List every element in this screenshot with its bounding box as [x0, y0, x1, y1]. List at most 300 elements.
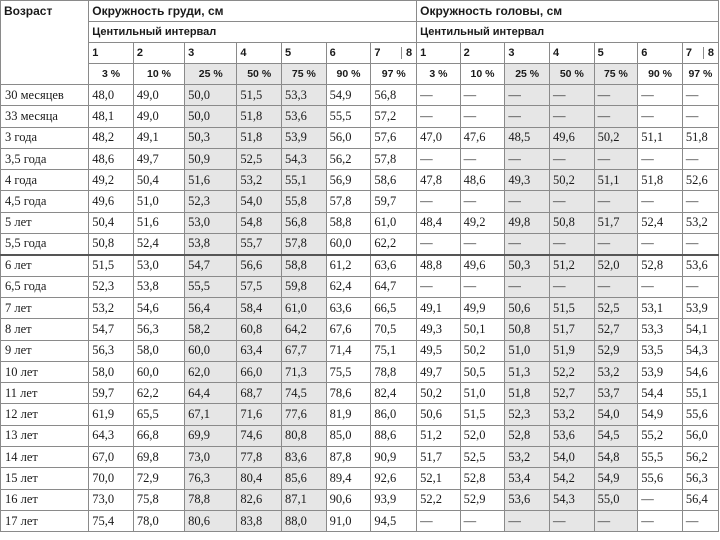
head-value-cell: 56,2	[682, 447, 718, 468]
head-value-cell: 52,7	[594, 319, 638, 340]
head-value-cell: 53,3	[638, 319, 683, 340]
head-value-cell: 55,5	[638, 447, 683, 468]
chest-value-cell: 67,0	[89, 447, 134, 468]
head-value-cell: 50,2	[417, 383, 461, 404]
head-value-cell: 53,2	[505, 447, 550, 468]
head-percentile-header: 25 %	[505, 64, 550, 85]
chest-value-cell: 58,2	[185, 319, 237, 340]
head-value-cell: —	[594, 148, 638, 169]
head-value-cell: —	[417, 85, 461, 106]
table-row	[1, 170, 719, 191]
chest-value-cell: 52,4	[133, 234, 184, 255]
chest-value-cell: 66,8	[133, 425, 184, 446]
chest-value-cell: 55,8	[282, 191, 327, 212]
head-value-cell: 51,7	[594, 212, 638, 233]
head-value-cell: —	[460, 510, 505, 531]
chest-value-cell: 64,4	[185, 383, 237, 404]
head-value-cell: —	[638, 234, 683, 255]
chest-value-cell: 58,4	[237, 297, 282, 318]
chest-value-cell: 59,8	[282, 276, 327, 297]
head-value-cell: 50,2	[594, 127, 638, 148]
chest-value-cell: 53,0	[185, 212, 237, 233]
age-cell: 9 лет	[1, 340, 89, 361]
head-value-cell: —	[549, 234, 594, 255]
head-value-cell: —	[682, 148, 718, 169]
head-value-cell: 50,2	[549, 170, 594, 191]
chest-value-cell: 52,5	[237, 148, 282, 169]
head-value-cell: 51,2	[417, 425, 461, 446]
chest-percentile-header: 50 %	[237, 64, 282, 85]
chest-value-cell: 61,0	[371, 212, 417, 233]
chest-value-cell: 59,7	[89, 383, 134, 404]
chest-percentile-header: 10 %	[133, 64, 184, 85]
chest-value-cell: 55,5	[185, 276, 237, 297]
head-value-cell: 52,5	[594, 297, 638, 318]
head-value-cell: 51,7	[549, 319, 594, 340]
head-value-cell: 54,4	[638, 383, 683, 404]
chest-value-cell: 91,0	[326, 510, 371, 531]
chest-value-cell: 60,0	[185, 340, 237, 361]
chest-value-cell: 50,8	[89, 234, 134, 255]
table-body	[1, 85, 719, 532]
head-value-cell: 53,7	[594, 383, 638, 404]
head-value-cell: —	[682, 276, 718, 297]
chest-value-cell: 68,7	[237, 383, 282, 404]
head-value-cell: 51,2	[549, 255, 594, 276]
chest-value-cell: 56,8	[282, 212, 327, 233]
chest-value-cell: 88,0	[282, 510, 327, 531]
head-value-cell: 50,5	[460, 361, 505, 382]
chest-value-cell: 49,7	[133, 148, 184, 169]
interval-number-label: 5	[285, 47, 292, 59]
interval-number-label: 6	[329, 47, 336, 59]
interval-number-label: 5	[597, 47, 604, 59]
head-value-cell: —	[682, 510, 718, 531]
chest-value-cell: 62,0	[185, 361, 237, 382]
head-value-cell: 54,9	[638, 404, 683, 425]
chest-value-cell: 53,2	[89, 297, 134, 318]
head-value-cell: 52,7	[549, 383, 594, 404]
interval-number-label: 3	[508, 47, 515, 59]
head-value-cell: 53,9	[638, 361, 683, 382]
head-value-cell: 49,8	[505, 212, 550, 233]
chest-value-cell: 92,6	[371, 468, 417, 489]
chest-value-cell: 56,2	[326, 148, 371, 169]
table-row	[1, 510, 719, 531]
chest-value-cell: 54,7	[89, 319, 134, 340]
age-cell: 15 лет	[1, 468, 89, 489]
head-value-cell: 55,0	[594, 489, 638, 510]
chest-value-cell: 54,8	[237, 212, 282, 233]
chest-value-cell: 53,3	[282, 85, 327, 106]
chest-value-cell: 76,3	[185, 468, 237, 489]
head-value-cell: —	[417, 510, 461, 531]
head-value-cell: 49,6	[549, 127, 594, 148]
head-value-cell: 50,6	[417, 404, 461, 425]
chest-interval-number	[89, 43, 134, 64]
chest-value-cell: 55,7	[237, 234, 282, 255]
head-value-cell: 50,3	[505, 255, 550, 276]
head-value-cell: 53,4	[505, 468, 550, 489]
table-row	[1, 234, 719, 255]
chest-value-cell: 51,8	[237, 106, 282, 127]
interval-number-label: 8	[703, 47, 715, 59]
chest-value-cell: 78,0	[133, 510, 184, 531]
head-value-cell: —	[417, 148, 461, 169]
head-value-cell: 48,4	[417, 212, 461, 233]
table-row	[1, 468, 719, 489]
chest-value-cell: 59,7	[371, 191, 417, 212]
age-cell: 16 лет	[1, 489, 89, 510]
chest-value-cell: 62,4	[326, 276, 371, 297]
age-cell: 33 месяца	[1, 106, 89, 127]
head-value-cell: 52,6	[682, 170, 718, 191]
head-interval-number	[638, 43, 683, 64]
head-value-cell: —	[549, 148, 594, 169]
chest-value-cell: 64,2	[282, 319, 327, 340]
head-value-cell: 50,8	[505, 319, 550, 340]
head-value-cell: 52,3	[505, 404, 550, 425]
head-value-cell: 48,6	[460, 170, 505, 191]
chest-value-cell: 57,5	[237, 276, 282, 297]
head-value-cell: 49,3	[505, 170, 550, 191]
table-row	[1, 425, 719, 446]
chest-value-cell: 80,4	[237, 468, 282, 489]
chest-value-cell: 49,6	[89, 191, 134, 212]
head-value-cell: —	[460, 276, 505, 297]
head-value-cell: —	[549, 85, 594, 106]
chest-value-cell: 61,0	[282, 297, 327, 318]
head-percentile-header: 75 %	[594, 64, 638, 85]
head-value-cell: 51,5	[549, 297, 594, 318]
table-row	[1, 447, 719, 468]
chest-percentile-header: 75 %	[282, 64, 327, 85]
head-percentile-header: 10 %	[460, 64, 505, 85]
head-value-cell: —	[638, 85, 683, 106]
chest-value-cell: 67,6	[326, 319, 371, 340]
chest-value-cell: 75,8	[133, 489, 184, 510]
chest-value-cell: 63,6	[326, 297, 371, 318]
interval-number-label: 7	[374, 47, 381, 59]
head-value-cell: 55,2	[638, 425, 683, 446]
chest-value-cell: 50,3	[185, 127, 237, 148]
head-value-cell: —	[505, 191, 550, 212]
head-value-cell: —	[638, 510, 683, 531]
chest-value-cell: 81,9	[326, 404, 371, 425]
age-cell: 6 лет	[1, 255, 89, 276]
table-row	[1, 489, 719, 510]
chest-value-cell: 48,1	[89, 106, 134, 127]
head-value-cell: —	[594, 276, 638, 297]
chest-value-cell: 64,3	[89, 425, 134, 446]
interval-number-label: 8	[401, 47, 413, 59]
chest-value-cell: 75,1	[371, 340, 417, 361]
chest-value-cell: 60,0	[133, 361, 184, 382]
chest-value-cell: 60,0	[326, 234, 371, 255]
head-interval-header: Центильный интервал	[417, 22, 719, 43]
chest-value-cell: 85,6	[282, 468, 327, 489]
head-value-cell: 54,1	[682, 319, 718, 340]
table-row	[1, 361, 719, 382]
head-value-cell: —	[460, 85, 505, 106]
interval-number-label: 6	[641, 47, 648, 59]
chest-value-cell: 87,8	[326, 447, 371, 468]
interval-number-label: 7	[685, 47, 692, 59]
age-cell: 11 лет	[1, 383, 89, 404]
head-value-cell: 50,6	[505, 297, 550, 318]
head-value-cell: 52,9	[460, 489, 505, 510]
table-row	[1, 383, 719, 404]
head-value-cell: 49,2	[460, 212, 505, 233]
head-value-cell: 47,0	[417, 127, 461, 148]
chest-value-cell: 56,3	[133, 319, 184, 340]
age-cell: 4 года	[1, 170, 89, 191]
chest-value-cell: 66,0	[237, 361, 282, 382]
head-value-cell: 49,7	[417, 361, 461, 382]
age-cell: 6,5 года	[1, 276, 89, 297]
table-row	[1, 85, 719, 106]
chest-value-cell: 77,8	[237, 447, 282, 468]
chest-value-cell: 86,0	[371, 404, 417, 425]
head-value-cell: —	[417, 106, 461, 127]
chest-percentile-header: 90 %	[326, 64, 371, 85]
head-value-cell: 53,1	[638, 297, 683, 318]
chest-value-cell: 82,6	[237, 489, 282, 510]
chest-value-cell: 53,6	[282, 106, 327, 127]
chest-value-cell: 56,3	[89, 340, 134, 361]
age-cell: 10 лет	[1, 361, 89, 382]
head-value-cell: —	[460, 191, 505, 212]
head-value-cell: 54,0	[594, 404, 638, 425]
head-value-cell: 51,8	[682, 127, 718, 148]
chest-value-cell: 53,0	[133, 255, 184, 276]
head-value-cell: —	[594, 85, 638, 106]
head-value-cell: 47,6	[460, 127, 505, 148]
head-value-cell: —	[638, 489, 683, 510]
chest-value-cell: 70,0	[89, 468, 134, 489]
interval-number-label: 2	[136, 47, 144, 59]
chest-value-cell: 87,1	[282, 489, 327, 510]
chest-value-cell: 83,8	[237, 510, 282, 531]
head-value-cell: 53,2	[682, 212, 718, 233]
head-value-cell: 54,3	[682, 340, 718, 361]
head-value-cell: 50,2	[460, 340, 505, 361]
head-value-cell: —	[417, 234, 461, 255]
head-value-cell: 52,1	[417, 468, 461, 489]
head-percentile-header: 3 %	[417, 64, 461, 85]
head-value-cell: 54,9	[594, 468, 638, 489]
chest-header: Окружность груди, см	[89, 1, 417, 22]
table-row	[1, 297, 719, 318]
chest-value-cell: 90,9	[371, 447, 417, 468]
head-value-cell: —	[460, 234, 505, 255]
head-value-cell: 53,6	[549, 425, 594, 446]
head-header: Окружность головы, см	[417, 1, 719, 22]
head-value-cell: —	[505, 510, 550, 531]
head-interval-number	[549, 43, 594, 64]
chest-value-cell: 56,6	[237, 255, 282, 276]
head-value-cell: 54,5	[594, 425, 638, 446]
head-value-cell: —	[505, 234, 550, 255]
head-value-cell: —	[638, 148, 683, 169]
head-value-cell: —	[682, 106, 718, 127]
chest-value-cell: 78,8	[185, 489, 237, 510]
chest-value-cell: 57,8	[371, 148, 417, 169]
chest-value-cell: 85,0	[326, 425, 371, 446]
chest-value-cell: 53,8	[185, 234, 237, 255]
chest-value-cell: 56,8	[371, 85, 417, 106]
head-value-cell: 49,1	[417, 297, 461, 318]
head-percentile-header: 97 %	[682, 64, 718, 85]
head-value-cell: 49,9	[460, 297, 505, 318]
chest-value-cell: 48,6	[89, 148, 134, 169]
table-row	[1, 255, 719, 276]
chest-value-cell: 53,9	[282, 127, 327, 148]
head-value-cell: 52,5	[460, 447, 505, 468]
chest-value-cell: 49,0	[133, 106, 184, 127]
chest-value-cell: 82,4	[371, 383, 417, 404]
head-value-cell: 53,2	[549, 404, 594, 425]
chest-value-cell: 64,7	[371, 276, 417, 297]
chest-value-cell: 56,9	[326, 170, 371, 191]
chest-value-cell: 90,6	[326, 489, 371, 510]
chest-value-cell: 50,0	[185, 85, 237, 106]
chest-value-cell: 62,2	[133, 383, 184, 404]
chest-interval-number	[282, 43, 327, 64]
chest-value-cell: 58,6	[371, 170, 417, 191]
head-value-cell: 52,0	[594, 255, 638, 276]
table-row	[1, 276, 719, 297]
interval-number-label: 1	[420, 47, 427, 59]
chest-interval-number	[237, 43, 282, 64]
head-value-cell: —	[460, 148, 505, 169]
chest-value-cell: 57,8	[282, 234, 327, 255]
chest-value-cell: 75,5	[326, 361, 371, 382]
head-value-cell: 54,6	[682, 361, 718, 382]
chest-value-cell: 49,2	[89, 170, 134, 191]
chest-value-cell: 58,0	[133, 340, 184, 361]
chest-value-cell: 80,8	[282, 425, 327, 446]
age-cell: 13 лет	[1, 425, 89, 446]
chest-value-cell: 67,1	[185, 404, 237, 425]
chest-interval-number	[133, 43, 184, 64]
table-row	[1, 106, 719, 127]
head-value-cell: 49,6	[460, 255, 505, 276]
chest-value-cell: 49,0	[133, 85, 184, 106]
chest-interval-number	[185, 43, 237, 64]
table-row	[1, 212, 719, 233]
age-cell: 8 лет	[1, 319, 89, 340]
head-value-cell: 51,9	[549, 340, 594, 361]
head-value-cell: —	[417, 191, 461, 212]
table-row	[1, 127, 719, 148]
chest-value-cell: 75,4	[89, 510, 134, 531]
head-interval-number	[594, 43, 638, 64]
chest-value-cell: 55,1	[282, 170, 327, 191]
head-value-cell: 52,0	[460, 425, 505, 446]
chest-value-cell: 67,7	[282, 340, 327, 361]
head-value-cell: 47,8	[417, 170, 461, 191]
chest-value-cell: 78,8	[371, 361, 417, 382]
head-interval-number	[505, 43, 550, 64]
age-cell: 7 лет	[1, 297, 89, 318]
header-row-interval	[1, 22, 719, 43]
head-value-cell: —	[549, 106, 594, 127]
chest-value-cell: 70,5	[371, 319, 417, 340]
chest-value-cell: 56,4	[185, 297, 237, 318]
table-row	[1, 340, 719, 361]
head-value-cell: —	[638, 276, 683, 297]
chest-value-cell: 73,0	[89, 489, 134, 510]
head-value-cell: 51,3	[505, 361, 550, 382]
head-value-cell: 56,0	[682, 425, 718, 446]
head-value-cell: 51,7	[417, 447, 461, 468]
table-row	[1, 148, 719, 169]
chest-value-cell: 58,0	[89, 361, 134, 382]
head-value-cell: 56,4	[682, 489, 718, 510]
chest-value-cell: 51,5	[237, 85, 282, 106]
head-value-cell: 51,0	[460, 383, 505, 404]
head-value-cell: —	[549, 510, 594, 531]
head-value-cell: 52,9	[594, 340, 638, 361]
head-value-cell: —	[549, 191, 594, 212]
chest-value-cell: 56,0	[326, 127, 371, 148]
age-cell: 3 года	[1, 127, 89, 148]
chest-value-cell: 51,6	[185, 170, 237, 191]
chest-value-cell: 63,4	[237, 340, 282, 361]
chest-value-cell: 89,4	[326, 468, 371, 489]
head-value-cell: 55,6	[638, 468, 683, 489]
header-row-titles	[1, 1, 719, 22]
chest-value-cell: 78,6	[326, 383, 371, 404]
chest-interval-number	[326, 43, 371, 64]
chest-value-cell: 48,2	[89, 127, 134, 148]
head-value-cell: —	[505, 106, 550, 127]
head-interval-number	[460, 43, 505, 64]
head-value-cell: —	[638, 106, 683, 127]
chest-value-cell: 58,8	[326, 212, 371, 233]
chest-value-cell: 51,5	[89, 255, 134, 276]
chest-value-cell: 63,6	[371, 255, 417, 276]
head-value-cell: 52,2	[549, 361, 594, 382]
age-cell: 30 месяцев	[1, 85, 89, 106]
head-value-cell: 54,3	[549, 489, 594, 510]
head-value-cell: —	[682, 85, 718, 106]
chest-value-cell: 50,0	[185, 106, 237, 127]
chest-value-cell: 50,9	[185, 148, 237, 169]
chest-value-cell: 55,5	[326, 106, 371, 127]
header-row-percentiles	[1, 64, 719, 85]
chest-value-cell: 71,6	[237, 404, 282, 425]
chest-value-cell: 73,0	[185, 447, 237, 468]
head-interval-number	[417, 43, 461, 64]
age-cell: 4,5 года	[1, 191, 89, 212]
chest-value-cell: 62,2	[371, 234, 417, 255]
head-value-cell: 50,1	[460, 319, 505, 340]
chest-percentile-header: 25 %	[185, 64, 237, 85]
head-value-cell: —	[594, 234, 638, 255]
chest-value-cell: 48,0	[89, 85, 134, 106]
age-cell: 17 лет	[1, 510, 89, 531]
interval-number-label: 4	[240, 47, 247, 59]
head-value-cell: —	[638, 191, 683, 212]
head-value-cell: 49,3	[417, 319, 461, 340]
chest-value-cell: 57,2	[371, 106, 417, 127]
chest-value-cell: 80,6	[185, 510, 237, 531]
chest-value-cell: 54,9	[326, 85, 371, 106]
head-value-cell: 51,8	[505, 383, 550, 404]
chest-value-cell: 51,6	[133, 212, 184, 233]
